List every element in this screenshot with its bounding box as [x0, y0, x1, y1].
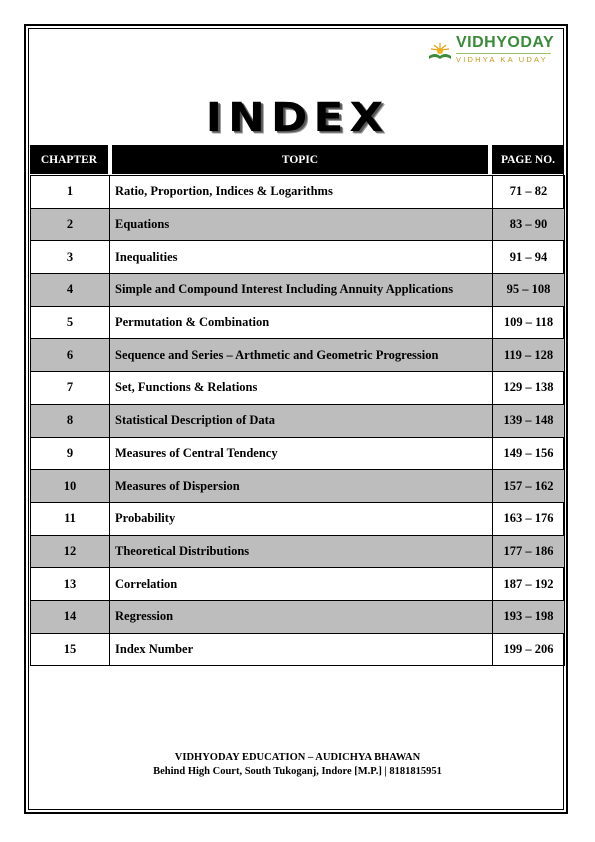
- chapter-topic: Ratio, Proportion, Indices & Logarithms: [110, 176, 493, 209]
- chapter-topic: Equations: [110, 208, 493, 241]
- page-range: 163 – 176: [493, 502, 565, 535]
- table-row: [31, 633, 565, 666]
- chapter-number: 15: [31, 633, 110, 666]
- vidhyoday-logo: [426, 34, 556, 66]
- page-range: 149 – 156: [493, 437, 565, 470]
- page-range: 157 – 162: [493, 470, 565, 503]
- page-range: 109 – 118: [493, 306, 565, 339]
- page-range: 119 – 128: [493, 339, 565, 372]
- chapter-number: 13: [31, 568, 110, 601]
- chapter-topic: Measures of Dispersion: [110, 470, 493, 503]
- chapter-number: 11: [31, 502, 110, 535]
- table-row: [31, 568, 565, 601]
- page-range: 83 – 90: [493, 208, 565, 241]
- chapter-topic: Theoretical Distributions: [110, 535, 493, 568]
- page-range: 95 – 108: [493, 274, 565, 307]
- page-title: INDEX: [205, 94, 390, 141]
- chapter-number: 10: [31, 470, 110, 503]
- chapter-topic: Measures of Central Tendency: [110, 437, 493, 470]
- table-row: [31, 437, 565, 470]
- page-range: 139 – 148: [493, 404, 565, 437]
- chapter-number: 1: [31, 176, 110, 209]
- table-row: [31, 339, 565, 372]
- chapter-topic: Probability: [110, 502, 493, 535]
- page-range: 177 – 186: [493, 535, 565, 568]
- table-row: [31, 372, 565, 405]
- logo-name: VIDHYODAY: [456, 34, 555, 51]
- table-row: [31, 241, 565, 274]
- page-range: 71 – 82: [493, 176, 565, 209]
- chapter-number: 9: [31, 437, 110, 470]
- chapter-topic: Regression: [110, 600, 493, 633]
- table-row: [31, 208, 565, 241]
- page-range: 129 – 138: [493, 372, 565, 405]
- table-row: [31, 600, 565, 633]
- chapter-topic: Permutation & Combination: [110, 306, 493, 339]
- chapter-number: 7: [31, 372, 110, 405]
- chapter-number: 14: [31, 600, 110, 633]
- page-range: 187 – 192: [493, 568, 565, 601]
- logo-tagline: VIDHYA KA UDAY: [456, 55, 548, 64]
- index-table: [30, 175, 565, 666]
- chapter-number: 12: [31, 535, 110, 568]
- chapter-topic: Statistical Description of Data: [110, 404, 493, 437]
- chapter-number: 2: [31, 208, 110, 241]
- book-sun-icon: [426, 40, 454, 64]
- page-range: 91 – 94: [493, 241, 565, 274]
- chapter-topic: Sequence and Series – Arthmetic and Geometric Progression: [110, 339, 493, 372]
- table-row: [31, 535, 565, 568]
- column-header-topic: TOPIC: [112, 145, 488, 174]
- chapter-number: 3: [31, 241, 110, 274]
- table-row: [31, 274, 565, 307]
- footer: [0, 751, 595, 779]
- chapter-number: 5: [31, 306, 110, 339]
- chapter-topic: Simple and Compound Interest Including Annuity Applications: [110, 274, 493, 307]
- column-header-page: PAGE NO.: [492, 145, 564, 174]
- table-row: [31, 404, 565, 437]
- chapter-number: 4: [31, 274, 110, 307]
- column-header-chapter: CHAPTER: [30, 145, 108, 174]
- footer-address-line-2: Behind High Court, South Tukoganj, Indore [M.P.] | 8181815951: [153, 766, 442, 777]
- table-row: [31, 306, 565, 339]
- footer-address-line-1: VIDHYODAY EDUCATION – AUDICHYA BHAWAN: [174, 752, 421, 763]
- chapter-topic: Inequalities: [110, 241, 493, 274]
- table-row: [31, 502, 565, 535]
- logo-divider: [456, 53, 551, 54]
- chapter-number: 6: [31, 339, 110, 372]
- table-row: [31, 176, 565, 209]
- page-range: 199 – 206: [493, 633, 565, 666]
- chapter-topic: Correlation: [110, 568, 493, 601]
- chapter-number: 8: [31, 404, 110, 437]
- chapter-topic: Set, Functions & Relations: [110, 372, 493, 405]
- chapter-topic: Index Number: [110, 633, 493, 666]
- table-row: [31, 470, 565, 503]
- page-range: 193 – 198: [493, 600, 565, 633]
